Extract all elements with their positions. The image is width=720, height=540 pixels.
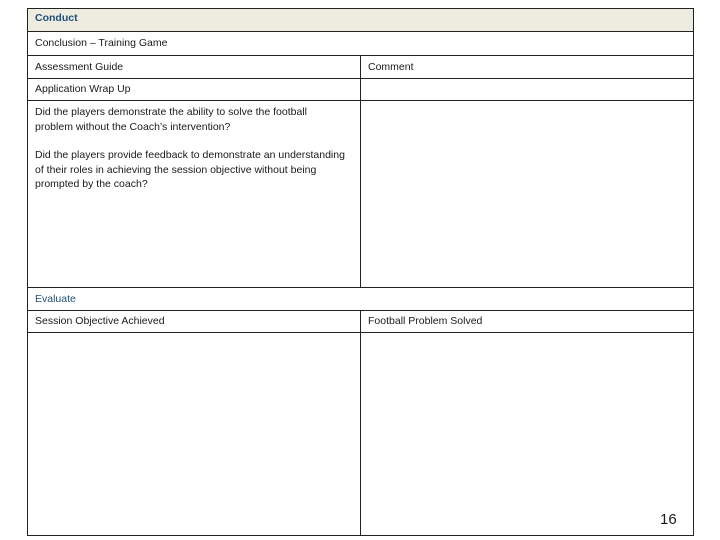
assessment-guide-label: Assessment Guide [35, 61, 124, 73]
football-problem-solved-label: Football Problem Solved [368, 315, 483, 327]
question-1-text: Did the players demonstrate the ability to solve the football problem without the Coach’s intervention? [35, 106, 307, 133]
question-2-text: Did the players provide feedback to demonstrate an understanding of their roles in achieving the session objective without being prompted by the coach? [35, 149, 345, 190]
evaluate-label: Evaluate [35, 293, 76, 305]
comment-label: Comment [368, 61, 414, 73]
page-number: 16 [660, 511, 677, 528]
conduct-header-cell [27, 8, 694, 32]
conduct-header-text: Conduct [35, 12, 78, 24]
session-objective-answer-cell [27, 332, 361, 536]
questions-comment-cell [360, 100, 694, 288]
conclusion-text: Conclusion – Training Game [35, 37, 168, 49]
application-wrap-up-comment-cell [360, 78, 694, 101]
application-wrap-up-label: Application Wrap Up [35, 83, 131, 95]
session-objective-achieved-label: Session Objective Achieved [35, 315, 165, 327]
football-problem-answer-cell [360, 332, 694, 536]
evaluate-cell [27, 287, 694, 311]
